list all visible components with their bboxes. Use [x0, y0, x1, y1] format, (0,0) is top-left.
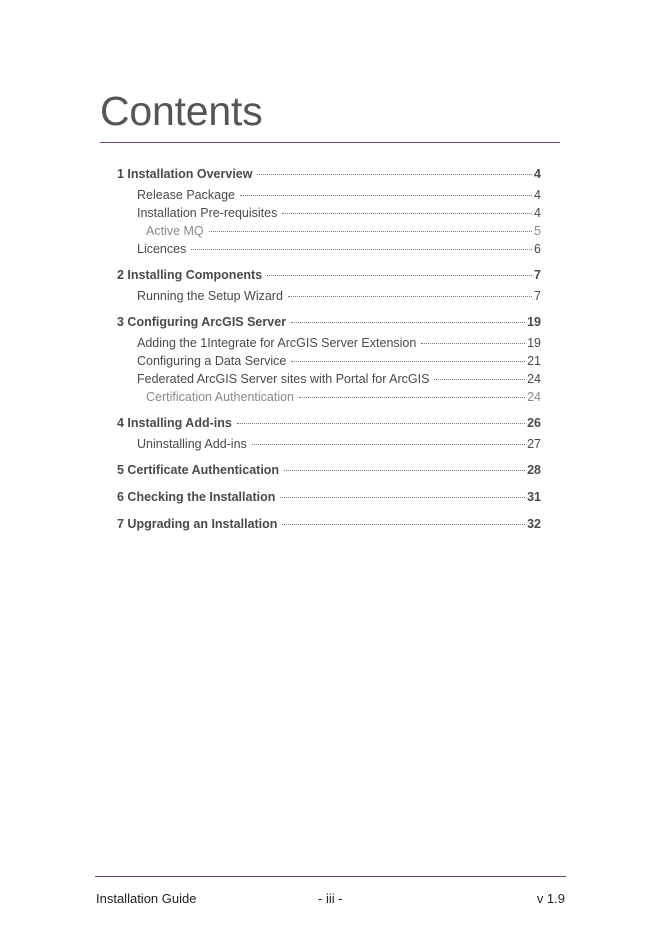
toc-entry-title: Uninstalling Add-ins	[137, 437, 247, 451]
toc-dot-leader	[280, 497, 525, 498]
toc-entry-level-1[interactable]	[117, 514, 541, 534]
toc-dot-leader	[252, 444, 525, 445]
toc-dot-leader	[291, 361, 525, 362]
footer-document-title: Installation Guide	[96, 891, 197, 906]
toc-entry-level-1[interactable]	[117, 460, 541, 480]
toc-dot-leader	[267, 275, 532, 276]
toc-entry-page-number: 4	[534, 206, 541, 220]
toc-entry-page-number: 5	[534, 224, 541, 238]
toc-entry-title: Licences	[137, 242, 187, 256]
toc-entry-title: Active MQ	[146, 224, 204, 238]
toc-entry-level-3[interactable]	[117, 388, 541, 406]
toc-entry-page-number: 4	[534, 167, 541, 181]
page-title: Contents	[100, 88, 263, 134]
toc-dot-leader	[282, 524, 525, 525]
toc-entry-level-2[interactable]	[117, 370, 541, 388]
toc-entry-page-number: 27	[527, 437, 541, 451]
toc-entry-title: Configuring a Data Service	[137, 354, 287, 368]
toc-entry-level-1[interactable]	[117, 413, 541, 433]
toc-entry-level-2[interactable]	[117, 204, 541, 222]
toc-entry-title: 2 Installing Components	[117, 268, 263, 282]
toc-entry-page-number: 19	[527, 336, 541, 350]
toc-entry-page-number: 31	[527, 490, 541, 504]
toc-entry-page-number: 21	[527, 354, 541, 368]
toc-entry-page-number: 7	[534, 268, 541, 282]
title-divider	[100, 142, 560, 143]
footer-version: v 1.9	[536, 891, 565, 906]
toc-dot-leader	[191, 249, 532, 250]
toc-entry-level-2[interactable]	[117, 435, 541, 453]
toc-entry-level-3[interactable]	[117, 222, 541, 240]
toc-dot-leader	[288, 296, 532, 297]
toc-dot-leader	[237, 423, 525, 424]
toc-dot-leader	[209, 231, 532, 232]
toc-entry-page-number: 19	[527, 315, 541, 329]
toc-entry-level-2[interactable]	[117, 287, 541, 305]
toc-entry-page-number: 24	[527, 372, 541, 386]
toc-entry-title: 6 Checking the Installation	[117, 490, 276, 504]
toc-entry-level-1[interactable]	[117, 312, 541, 332]
toc-entry-title: Installation Pre-requisites	[137, 206, 278, 220]
toc-entry-level-1[interactable]	[117, 164, 541, 184]
toc-entry-title: Running the Setup Wizard	[137, 289, 283, 303]
toc-entry-level-2[interactable]	[117, 352, 541, 370]
toc-dot-leader	[421, 343, 525, 344]
toc-dot-leader	[284, 470, 525, 471]
toc-entry-page-number: 6	[534, 242, 541, 256]
toc-entry-title: 5 Certificate Authentication	[117, 463, 280, 477]
toc-entry-page-number: 32	[527, 517, 541, 531]
footer-page-number: - iii -	[318, 891, 343, 906]
toc-entry-page-number: 4	[534, 188, 541, 202]
toc-entry-page-number: 28	[527, 463, 541, 477]
toc-entry-title: Adding the 1Integrate for ArcGIS Server Extension	[137, 336, 417, 350]
toc-dot-leader	[282, 213, 532, 214]
footer-divider	[95, 876, 566, 877]
toc-entry-title: 7 Upgrading an Installation	[117, 517, 278, 531]
toc-entry-level-1[interactable]	[117, 487, 541, 507]
toc-entry-title: Release Package	[137, 188, 235, 202]
toc-entry-title: Federated ArcGIS Server sites with Portal for ArcGIS	[137, 372, 430, 386]
toc-dot-leader	[257, 174, 532, 175]
toc-entry-page-number: 26	[527, 416, 541, 430]
table-of-contents	[117, 164, 541, 534]
toc-dot-leader	[240, 195, 532, 196]
toc-dot-leader	[299, 397, 525, 398]
toc-dot-leader	[434, 379, 525, 380]
toc-entry-title: 3 Configuring ArcGIS Server	[117, 315, 287, 329]
toc-entry-level-2[interactable]	[117, 240, 541, 258]
toc-entry-page-number: 24	[527, 390, 541, 404]
toc-dot-leader	[291, 322, 525, 323]
toc-entry-title: 4 Installing Add-ins	[117, 416, 232, 430]
toc-entry-title: Certification Authentication	[146, 390, 295, 404]
toc-entry-title: 1 Installation Overview	[117, 167, 253, 181]
toc-entry-level-2[interactable]	[117, 334, 541, 352]
toc-entry-level-1[interactable]	[117, 265, 541, 285]
toc-entry-level-2[interactable]	[117, 186, 541, 204]
toc-entry-page-number: 7	[534, 289, 541, 303]
